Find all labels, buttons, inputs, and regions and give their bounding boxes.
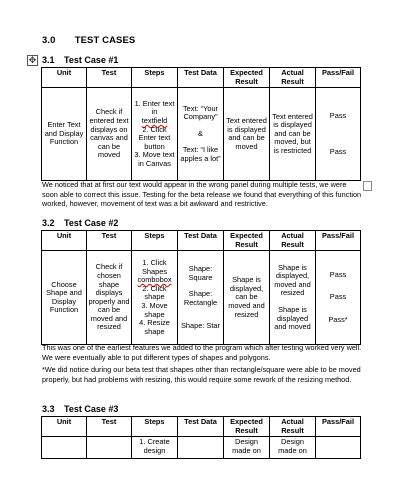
test-case-1-number: 3.1: [42, 55, 55, 65]
step-line: 1. Enter text in: [134, 98, 175, 117]
column-header-test-data: Test Data: [178, 231, 224, 251]
table-header-row: [42, 68, 361, 88]
column-header-actual-result: Actual Result: [270, 68, 316, 88]
test-case-2-table: [41, 230, 361, 345]
test-data-cell: [178, 251, 224, 345]
actual-result-value: Shape is displayed and moved: [274, 304, 311, 332]
actual-result-cell: [270, 251, 316, 345]
step-line: 4. Resize shape: [139, 318, 170, 336]
column-header-expected-result: Expected Result: [224, 417, 270, 437]
test-data-value: Shape: Square: [188, 264, 213, 282]
column-header-unit: Unit: [42, 68, 87, 88]
column-header-unit: Unit: [42, 231, 87, 251]
column-header-test-data: Test Data: [178, 68, 224, 88]
step-line: 3. Move shape: [141, 300, 168, 319]
expected-result-cell: Design made on: [224, 437, 270, 459]
test-case-3-heading: [42, 404, 118, 414]
table-row: [42, 88, 361, 181]
test-case-2-number: 3.2: [42, 218, 55, 228]
step-line: textfield: [141, 116, 168, 125]
column-header-test: Test: [87, 231, 132, 251]
test-case-2-footnote: *We did notice during our beta test that shapes other than rectangle/square were able to be moved properly, but had problems with resizing, this would require some rework of the resizing method.: [42, 365, 361, 384]
column-header-test-data: Test Data: [178, 417, 224, 437]
pass-fail-cell: [316, 88, 361, 181]
column-header-actual-result: Actual Result: [270, 417, 316, 437]
pass-fail-value: Pass: [329, 147, 347, 157]
table-header-row: [42, 231, 361, 251]
column-header-pass-fail: Pass/Fail: [316, 417, 361, 437]
column-header-test: Test: [87, 68, 132, 88]
step-line: 2. Click Enter text button: [138, 124, 171, 151]
unit-cell: [42, 437, 87, 459]
test-cell: Check if chosen shape displays properly and can be moved and resized: [87, 251, 132, 345]
step-line: 1. Click Shapes: [141, 258, 168, 276]
unit-cell: Enter Text and Display Function: [42, 88, 87, 181]
column-header-steps: Steps: [132, 231, 178, 251]
table-row: [42, 251, 361, 345]
steps-cell: [132, 88, 178, 181]
column-header-expected-result: Expected Result: [224, 68, 270, 88]
column-header-test: Test: [87, 417, 132, 437]
section-heading: 3.0 TEST CASES: [42, 35, 136, 46]
test-data-value: Text: “Your Company”: [182, 103, 219, 122]
test-cell: Check if entered text displays on canvas and can be moved: [87, 88, 132, 181]
expected-result-cell: Text entered is displayed and can be moved: [224, 88, 270, 181]
pass-fail-cell: [316, 251, 361, 345]
pass-fail-cell: [316, 437, 361, 459]
test-case-3-title: Test Case #3: [64, 404, 119, 414]
table-move-handle-icon[interactable]: ✥: [28, 55, 37, 65]
test-data-cell: [178, 437, 224, 459]
actual-result-cell: Design made on: [270, 437, 316, 459]
pass-fail-value: Pass: [329, 110, 347, 120]
test-case-1-heading: [42, 55, 118, 65]
column-header-steps: Steps: [132, 417, 178, 437]
test-data-cell: [178, 88, 224, 181]
test-case-2-title: Test Case #2: [64, 218, 119, 228]
unit-cell: Choose Shape and Display Function: [42, 251, 87, 345]
test-case-1-table: [41, 67, 361, 181]
test-data-value: Shape: Rectangle: [183, 289, 218, 307]
steps-cell: [132, 251, 178, 345]
test-case-3-table: [41, 416, 361, 459]
expected-result-cell: Shape is displayed, can be moved and resized: [224, 251, 270, 345]
comment-marker[interactable]: [363, 181, 372, 191]
table-row: [42, 437, 361, 459]
actual-result-value: Shape is displayed, moved and resized: [274, 262, 311, 298]
test-data-separator: &: [198, 128, 203, 138]
column-header-expected-result: Expected Result: [224, 231, 270, 251]
table-header-row: [42, 417, 361, 437]
test-cell: [87, 437, 132, 459]
column-header-actual-result: Actual Result: [270, 231, 316, 251]
test-data-value: Shape: Star: [180, 320, 221, 330]
column-header-pass-fail: Pass/Fail: [316, 68, 361, 88]
actual-result-cell: Text entered is displayed and can be moved, but is restricted: [270, 88, 316, 181]
steps-cell: 1. Create design: [132, 437, 178, 459]
test-case-2-heading: [42, 218, 118, 228]
test-case-1-title: Test Case #1: [64, 55, 119, 65]
column-header-pass-fail: Pass/Fail: [316, 231, 361, 251]
step-line: 3. Move text in Canvas: [134, 150, 175, 168]
step-line: 2. Click shape: [142, 283, 167, 302]
pass-fail-value: Pass*: [328, 314, 348, 324]
step-line: combobox: [137, 275, 172, 285]
test-case-2-note: This was one of the earliest features we added to the program which after testing worked very well. We were eventually able to put different types of shapes and polygons.: [42, 343, 362, 362]
pass-fail-value: Pass: [329, 292, 347, 302]
column-header-steps: Steps: [132, 68, 178, 88]
pass-fail-value: Pass: [329, 269, 347, 279]
test-case-3-number: 3.3: [42, 404, 55, 414]
test-data-value: Text: “I like apples a lot”: [180, 145, 221, 164]
column-header-unit: Unit: [42, 417, 87, 437]
test-case-1-note: We noticed that at first our text would appear in the wrong panel during multiple tests, we were soon able to correct this issue. Testing for the beta release we found that everything of this function worked, however, movement of text was a bit awkward and restrictive.: [42, 180, 362, 209]
